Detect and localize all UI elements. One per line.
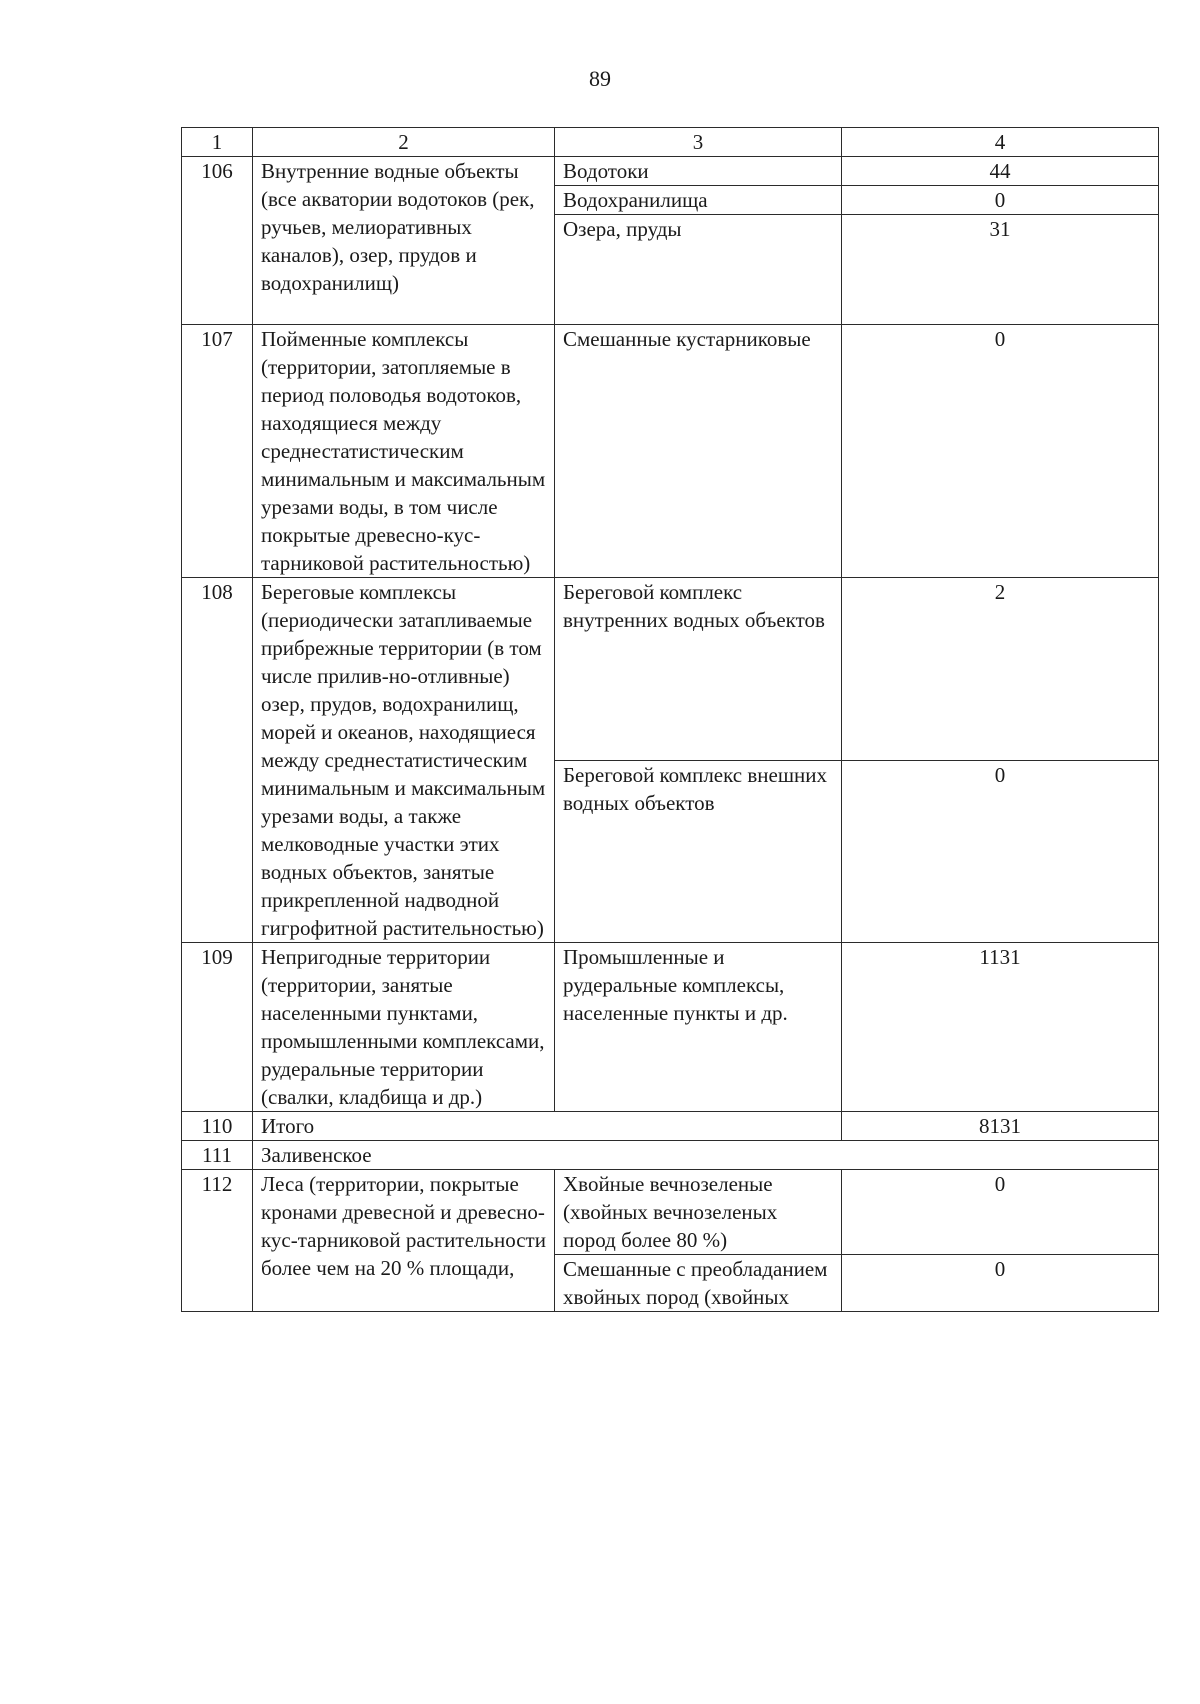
subcategory-type: Водотоки [555,157,842,186]
area-value: 0 [842,760,1159,943]
row-number: 110 [182,1112,253,1141]
total-label: Итого [253,1112,842,1141]
table-row-109 [182,943,1159,1112]
column-number-2: 2 [253,128,555,157]
row-number: 107 [182,325,253,578]
row-number: 109 [182,943,253,1112]
category-description: Леса (территории, покрытые кронами древесной и древесно-кус-тарниковой растительности более чем на 20 % площади, [253,1170,555,1312]
land-categories-table [181,127,1159,1312]
page-number: 89 [589,66,611,91]
table-row-total [182,1112,1159,1141]
subcategory-type: Промышленные и рудеральные комплексы, населенные пункты и др. [555,943,842,1112]
area-value: 1131 [842,943,1159,1112]
subcategory-type: Озера, пруды [555,215,842,325]
table-row-107 [182,325,1159,578]
area-value: 0 [842,1170,1159,1255]
area-value: 0 [842,1255,1159,1312]
subcategory-type: Хвойные вечнозеленые (хвойных вечнозеленых пород более 80 %) [555,1170,842,1255]
table-row-section [182,1141,1159,1170]
area-value: 31 [842,215,1159,325]
column-number-3: 3 [555,128,842,157]
category-description: Непригодные территории (территории, занятые населенными пунктами, промышленными комплексами, рудеральные территории (свалки, кладбища и др.) [253,943,555,1112]
category-description: Внутренние водные объекты (все акватории водотоков (рек, ручьев, мелиоративных каналов), озер, прудов и водохранилищ) [253,157,555,325]
row-number: 108 [182,578,253,943]
category-description: Береговые комплексы (периодически затапливаемые прибрежные территории (в том числе прилив-но-отливные) озер, прудов, водохранилищ, морей и океанов, находящиеся между среднестатистическим минимальным и максимальным урезами воды, а также мелководные участки этих водных объектов, занятые прикрепленной надводной гигрофитной растительностью) [253,578,555,943]
row-number: 112 [182,1170,253,1312]
row-number: 111 [182,1141,253,1170]
area-value: 2 [842,578,1159,761]
table-row-106 [182,157,1159,186]
category-description: Пойменные комплексы (территории, затопляемые в период половодья водотоков, находящиеся между среднестатистическим минимальным и максимальным урезами воды, в том числе покрытые древесно-кус-тарниковой растительностью) [253,325,555,578]
section-title: Заливенское [253,1141,1159,1170]
subcategory-type: Водохранилища [555,186,842,215]
column-number-4: 4 [842,128,1159,157]
column-number-1: 1 [182,128,253,157]
total-value: 8131 [842,1112,1159,1141]
area-value: 0 [842,325,1159,578]
table-header-row [182,128,1159,157]
subcategory-type: Береговой комплекс внутренних водных объектов [555,578,842,761]
table-row-108 [182,578,1159,761]
area-value: 0 [842,186,1159,215]
area-value: 44 [842,157,1159,186]
row-number: 106 [182,157,253,325]
subcategory-type: Береговой комплекс внешних водных объектов [555,760,842,943]
subcategory-type: Смешанные кустарниковые [555,325,842,578]
table-row-112 [182,1170,1159,1255]
subcategory-type: Смешанные с преобладанием хвойных пород (хвойных [555,1255,842,1312]
